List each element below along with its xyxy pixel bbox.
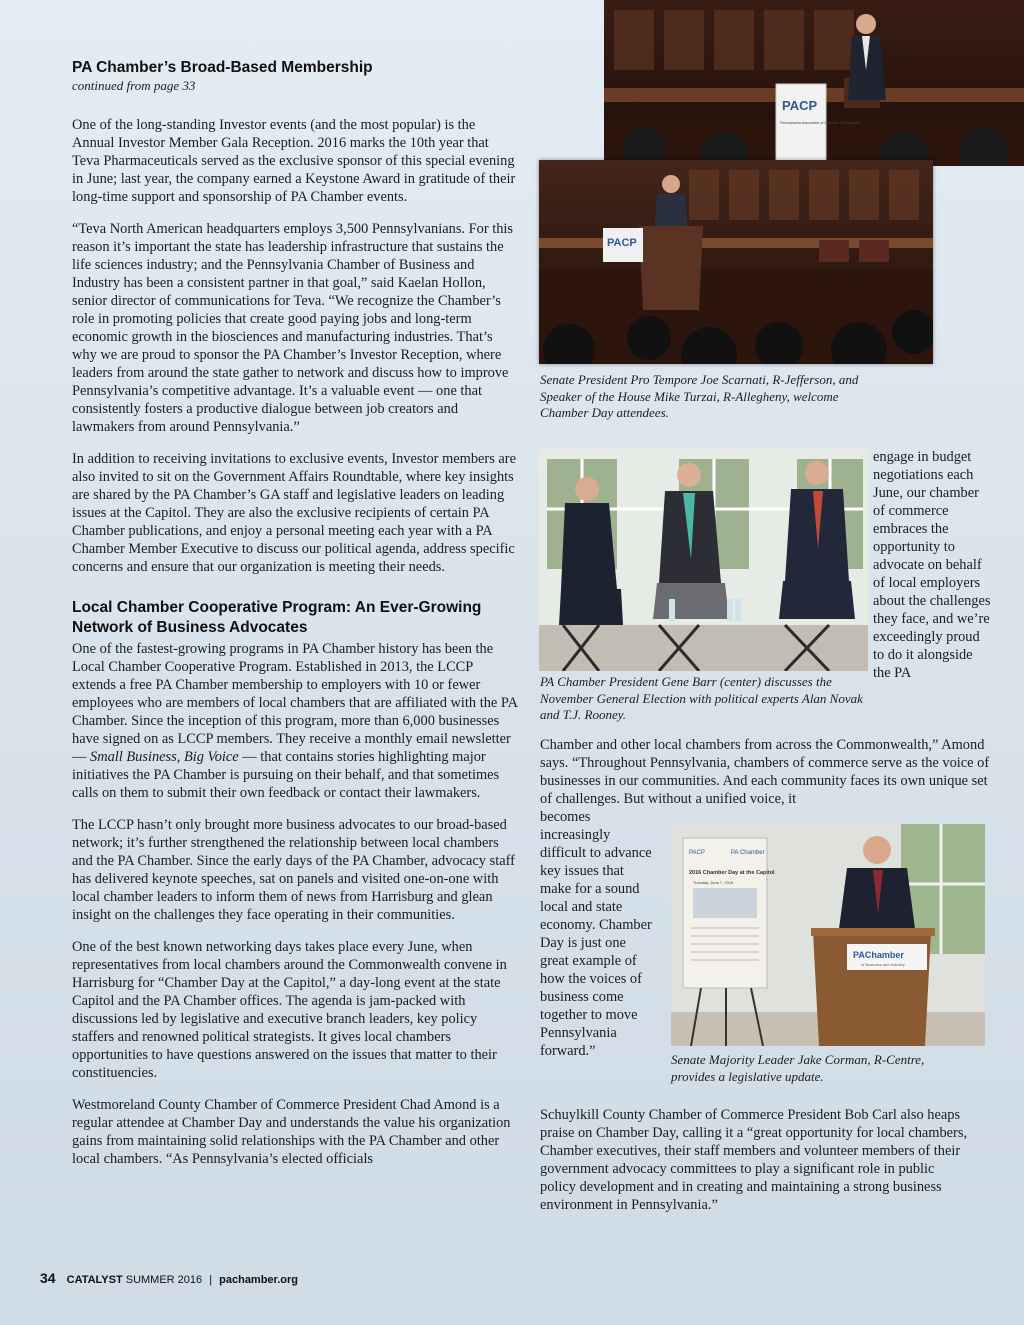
footer-separator: |	[209, 1274, 213, 1286]
pacp-sign-subtext: Pennsylvania Association of Chamber Professionals	[780, 121, 861, 125]
right-column-text-3: becomes increasingly difficult to advance key issues that make for a sound local and state economy. Chamber Day is just one great example of how the voices of business come together to move Pennsylvania forward.”	[540, 809, 652, 1059]
caption-photo1: Senate President Pro Tempore Joe Scarnati, R-Jefferson, and Speaker of the House Mike Turzai, R-Allegheny, welcome Chamber Day attendees.	[540, 372, 859, 420]
photo-front-svg	[539, 160, 933, 364]
photo-senate-chamber-front	[539, 160, 933, 364]
left-column	[72, 58, 518, 1182]
magazine-name: CATALYST	[66, 1274, 123, 1286]
podium-logo-subtext: of Business and Industry	[861, 962, 905, 967]
easel-logo-right: PA Chamber	[731, 850, 765, 856]
easel-logo-left: PACP	[689, 850, 705, 856]
paragraph: In addition to receiving invitations to exclusive events, Investor members are also invited to sit on the Government Affairs Roundtable, where key insights are shared by the PA Chamber’s GA staff and legislative leaders on leading issues at the Capitol. They are also the exclusive recipients of certain PA Chamber publications, and enjoy a personal meeting each year with a PA Chamber Member Executive to discuss our political agenda, address specific concerns and ensure that our organization is meeting their needs.	[72, 451, 516, 575]
right-column-text-4: Schuylkill County Chamber of Commerce President Bob Carl also heaps praise on Chamber Day, calling it a “great opportunity for local chambers, Chamber executives, their staff members and volunteer members of their government advocacy committees to play a significant role in public policy development and in creating and maintaining a strong business environment in Pennsylvania.”	[540, 1107, 968, 1213]
caption-photo3: Senate Majority Leader Jake Corman, R-Centre, provides a legislative update.	[671, 1052, 925, 1084]
pacp-sign-text: PACP	[607, 237, 637, 249]
section-heading: Local Chamber Cooperative Program: An Ever-Growing Network of Business Advocates	[72, 599, 482, 636]
paragraph-text: — that contains stories highlighting major initiatives the PA Chamber is pursuing on their behalf, and that sometimes calls on them to submit their own feedback or contact their lawmakers.	[72, 749, 500, 801]
page-number: 34	[40, 1270, 56, 1286]
paragraph: The LCCP hasn’t only brought more business advocates to our broad-based network; it’s further strengthened the relationship between local chambers and the PA Chamber. Since the early days of the PA Chamber, advocacy staff has delivered keynote speeches, sat on panels and visited one-on-one with local chamber leaders to inform them of news from Harrisburg and glean insight on the challenges they face operating in their communities.	[72, 817, 515, 923]
paragraph: “Teva North American headquarters employs 3,500 Pennsylvanians. For this reason it’s important the state has leadership infrastructure that sustains the life sciences industry; and the Pennsylvania Chamber of Business and Industry has been a consistent partner in that goal,” said Kaelan Hollon, senior director of communications for Teva. “We recognize the Chamber’s role in promoting policies that create good paying jobs and long-term economic growth in the biosciences and manufacturing industries. That’s why we are proud to sponsor the PA Chamber’s Investor Reception, where leaders from around the state gather to network and discuss how to improve Pennsylvania’s competitive advantage. It’s a valuable event — one that consistently fosters a productive dialogue between job creators and lawmakers from around Pennsylvania.”	[72, 221, 514, 435]
issue-label: SUMMER 2016	[125, 1274, 203, 1286]
page-footer	[40, 1270, 298, 1286]
paragraph: Westmoreland County Chamber of Commerce President Chad Amond is a regular attendee at Chamber Day and understands the value his organization gains from maintaining solid relationships with the PA Chamber and other local chambers. “As Pennsylvania’s elected officials	[72, 1097, 511, 1167]
article-title: PA Chamber’s Broad-Based Membership	[72, 59, 373, 76]
photo-podium-svg	[671, 824, 985, 1046]
right-column-text-2: Chamber and other local chambers from across the Commonwealth,” Amond says. “Throughout Pennsylvania, chambers of commerce serve as the voice of businesses in our communities. And each community faces its own unique set of challenges. But without a unified voice, it	[540, 737, 990, 807]
website-link[interactable]: pachamber.org	[219, 1274, 298, 1286]
photo-panel-discussion	[539, 449, 868, 671]
caption-photo2: PA Chamber President Gene Barr (center) discusses the November General Election with political experts Alan Novak and T.J. Rooney.	[540, 674, 863, 722]
continued-note: continued from page 33	[72, 78, 196, 93]
easel-title: 2016 Chamber Day at the Capitol	[689, 870, 775, 876]
photo-back-svg	[604, 0, 1024, 166]
photo-corman-podium	[671, 824, 985, 1046]
photo-senate-chamber-back	[604, 0, 1024, 166]
paragraph	[72, 640, 518, 802]
easel-date: Tuesday, June 7, 2016	[693, 880, 734, 885]
photo-panel-svg	[539, 449, 868, 671]
paragraph: One of the best known networking days takes place every June, when representatives from local chambers around the Commonwealth convene in Harrisburg for “Chamber Day at the Capitol,” a day-long event at the state Capitol and the PA Chamber offices. The agenda is jam-packed with discussions led by legislative and executive branch leaders, key policy staffers and renowned political strategists. It gives local chambers opportunities to have questions answered on the issues that matter to their constituencies.	[72, 939, 507, 1081]
pacp-sign-text: PACP	[782, 98, 818, 113]
right-column-text-1: engage in budget negotiations each June, our chamber of commerce embraces the opportunity to advocate on behalf of local employers about the challenges they face, and we’re exceedingly proud to do it alongside the PA	[873, 449, 991, 681]
newsletter-title: Small Business, Big Voice	[90, 749, 239, 765]
podium-logo-text: PAChamber	[853, 950, 904, 960]
paragraph: One of the long-standing Investor events (and the most popular) is the Annual Investor Member Gala Reception. 2016 marks the 10th year that Teva Pharmaceuticals served as the exclusive sponsor of this special evening in June; last year, the company earned a Keystone Award in gratitude of their long-time support and sponsorship of PA Chamber events.	[72, 117, 516, 205]
paragraph-text: One of the fastest-growing programs in PA Chamber history has been the Local Chamber Cooperative Program. Established in 2013, the LCCP extends a free PA Chamber membership to employers with 10 or fewer employees who are members of local chambers that are affiliated with the PA Chamber. Since the inception of this program, more than 6,000 businesses have signed on as LCCP members. They receive a monthly email newsletter —	[72, 641, 518, 765]
